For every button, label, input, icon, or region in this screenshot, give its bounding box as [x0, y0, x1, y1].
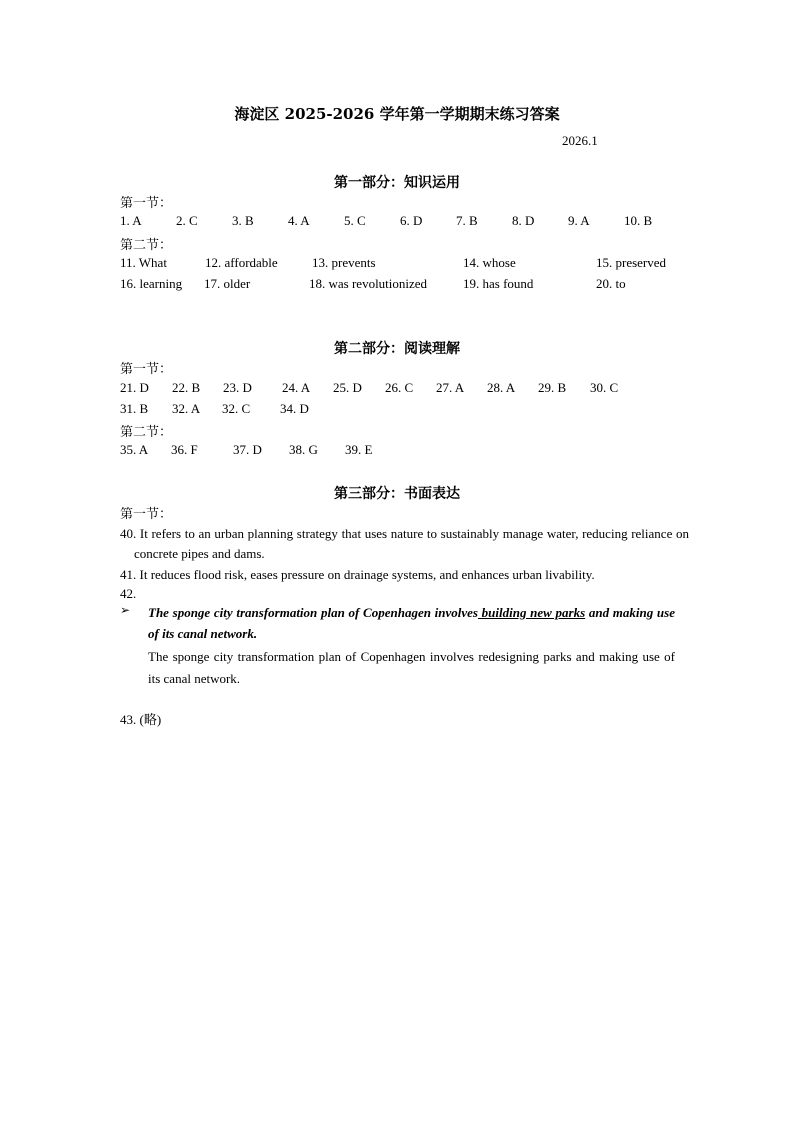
answer-item: 20. to	[596, 276, 626, 291]
answer-item: 21. D	[120, 380, 149, 395]
answer-item: 26. C	[385, 380, 414, 395]
part3-heading: 第三部分：书面表达	[334, 486, 460, 502]
answer-40: 40. It refers to an urban planning strategy that uses nature to sustainably manage water, reducing reliance on concrete pipes and dams.	[120, 526, 689, 561]
answer-item: 3. B	[232, 213, 254, 228]
answer-item: 29. B	[538, 380, 567, 395]
part2-heading: 第二部分：阅读理解	[334, 341, 460, 357]
answer-item: 23. D	[223, 380, 252, 395]
answer-item: 1. A	[120, 213, 142, 228]
answer-item: 38. G	[289, 442, 318, 457]
answer-item: 10. B	[624, 213, 653, 228]
answer-item: 22. B	[172, 380, 201, 395]
part1-heading: 第一部分：知识运用	[334, 175, 460, 191]
answer-item: 27. A	[436, 380, 465, 395]
answer-item: 34. D	[280, 401, 309, 416]
answer-item: 31. B	[120, 401, 149, 416]
answer-item: 37. D	[233, 442, 262, 457]
document-date: 2026.1	[562, 133, 598, 148]
answer-item: 24. A	[282, 380, 311, 395]
answer-item: 17. older	[204, 276, 251, 291]
underlined-phrase: building new parks	[477, 605, 586, 620]
answer-item: 15. preserved	[596, 255, 667, 270]
sentence-start: The sponge city transformation plan of Copenhagen involves	[148, 605, 478, 620]
part2-sec1-label: 第一节：	[120, 362, 173, 377]
answer-item: 18. was revolutionized	[309, 276, 428, 291]
part2-sec2-label: 第二节：	[120, 425, 173, 440]
answer-43: 43. (略)	[120, 712, 162, 727]
answer-42-label: 42.	[120, 586, 137, 601]
answer-42-revised-sentence: The sponge city transformation plan of Copenhagen involves redesigning parks and making use of its canal network.	[148, 649, 675, 686]
answer-item: 12. affordable	[205, 255, 278, 270]
page-title: 海淀区 2025-2026 学年第一学期期末练习答案	[234, 105, 560, 123]
sentence-end: and making use of its canal network.	[148, 605, 675, 641]
part3-sec1-label: 第一节：	[120, 507, 173, 522]
answer-item: 39. E	[345, 442, 373, 457]
answer-item: 4. A	[288, 213, 310, 228]
answer-item: 7. B	[456, 213, 478, 228]
answer-item: 6. D	[400, 213, 423, 228]
answer-item: 13. prevents	[312, 255, 376, 270]
part1-sec2-label: 第二节：	[120, 238, 173, 253]
answer-item: 2. C	[176, 213, 198, 228]
answer-item: 28. A	[487, 380, 516, 395]
answer-item: 35. A	[120, 442, 149, 457]
answer-item: 14. whose	[463, 255, 516, 270]
answer-42-original-sentence	[148, 602, 675, 644]
answer-item: 8. D	[512, 213, 535, 228]
answer-item: 5. C	[344, 213, 366, 228]
part1-sec1-label: 第一节：	[120, 196, 173, 211]
arrow-bullet-icon: ➢	[120, 603, 131, 617]
answer-item: 11. What	[120, 255, 167, 270]
answer-item: 16. learning	[120, 276, 183, 291]
answer-item: 19. has found	[463, 276, 534, 291]
answer-item: 25. D	[333, 380, 362, 395]
answer-41: 41. It reduces flood risk, eases pressure on drainage systems, and enhances urban livability.	[120, 567, 595, 582]
answer-item: 36. F	[171, 442, 198, 457]
answer-item: 32. A	[172, 401, 201, 416]
answer-item: 9. A	[568, 213, 590, 228]
answer-item: 30. C	[590, 380, 619, 395]
answer-item: 32. C	[222, 401, 251, 416]
